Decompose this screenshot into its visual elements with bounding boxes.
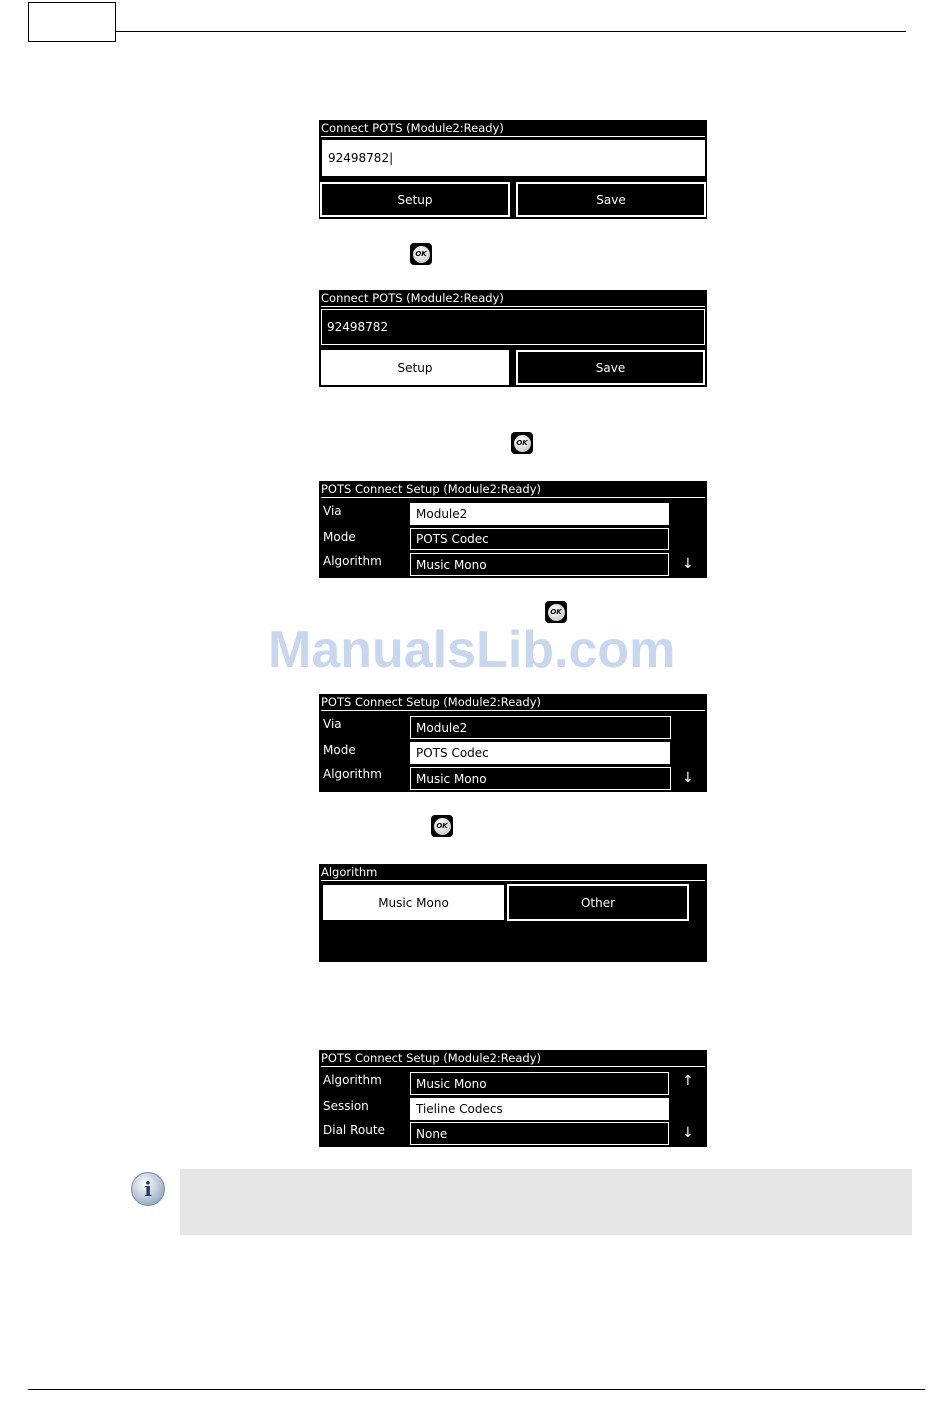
scroll-down-arrow-icon[interactable]: ↓: [682, 770, 694, 786]
dial-route-field[interactable]: None: [410, 1122, 669, 1145]
phone-number-input[interactable]: 92498782: [321, 309, 705, 345]
screen-pots-connect-setup-1: [319, 481, 707, 578]
screen-title: Algorithm: [321, 865, 705, 881]
algorithm-field[interactable]: Music Mono: [410, 767, 671, 790]
algorithm-label: Algorithm: [323, 554, 382, 568]
setup-button[interactable]: Setup: [320, 182, 510, 217]
screen-title: POTS Connect Setup (Module2:Ready): [321, 695, 705, 711]
algorithm-label: Algorithm: [323, 1073, 382, 1087]
screen-pots-connect-setup-2: [319, 694, 707, 792]
screen-algorithm-select: [319, 864, 707, 962]
via-label: Via: [323, 504, 342, 518]
screen-title: Connect POTS (Module2:Ready): [321, 121, 705, 137]
ok-button-icon: OK: [511, 432, 533, 454]
ok-button-icon: OK: [410, 243, 432, 265]
screen-title: POTS Connect Setup (Module2:Ready): [321, 482, 705, 498]
mode-field[interactable]: POTS Codec: [410, 528, 669, 550]
scroll-down-arrow-icon[interactable]: ↓: [682, 1125, 694, 1141]
setup-button[interactable]: Setup: [321, 350, 509, 385]
algorithm-field[interactable]: Music Mono: [410, 1072, 669, 1095]
save-button[interactable]: Save: [516, 350, 705, 385]
page-number-box: [28, 2, 116, 42]
mode-label: Mode: [323, 743, 356, 757]
algorithm-label: Algorithm: [323, 767, 382, 781]
mode-field[interactable]: POTS Codec: [410, 742, 670, 764]
screen-title: Connect POTS (Module2:Ready): [321, 291, 705, 307]
scroll-down-arrow-icon[interactable]: ↓: [682, 556, 694, 572]
screen-connect-pots-2: [319, 290, 707, 387]
mode-label: Mode: [323, 530, 356, 544]
scroll-up-arrow-icon[interactable]: ↑: [682, 1073, 694, 1089]
via-label: Via: [323, 717, 342, 731]
screen-pots-connect-setup-3: [319, 1050, 707, 1147]
session-field[interactable]: Tieline Codecs: [410, 1098, 669, 1120]
ok-button-icon: OK: [545, 601, 567, 623]
phone-number-input[interactable]: 92498782|: [322, 140, 705, 176]
save-button[interactable]: Save: [516, 182, 706, 217]
via-field[interactable]: Module2: [410, 503, 669, 525]
footer-rule: [28, 1389, 925, 1390]
ok-button-icon: OK: [431, 815, 453, 837]
screen-connect-pots-1: [319, 120, 707, 219]
note-box: [180, 1169, 912, 1235]
watermark: ManualsLib.com: [268, 621, 676, 679]
via-field[interactable]: Module2: [410, 716, 671, 739]
info-icon: i: [131, 1172, 165, 1206]
music-mono-option[interactable]: Music Mono: [323, 885, 504, 920]
session-label: Session: [323, 1099, 369, 1113]
dial-route-label: Dial Route: [323, 1123, 385, 1137]
screen-title: POTS Connect Setup (Module2:Ready): [321, 1051, 705, 1067]
algorithm-field[interactable]: Music Mono: [410, 553, 669, 576]
other-option[interactable]: Other: [507, 884, 689, 921]
header-rule: [116, 31, 906, 32]
